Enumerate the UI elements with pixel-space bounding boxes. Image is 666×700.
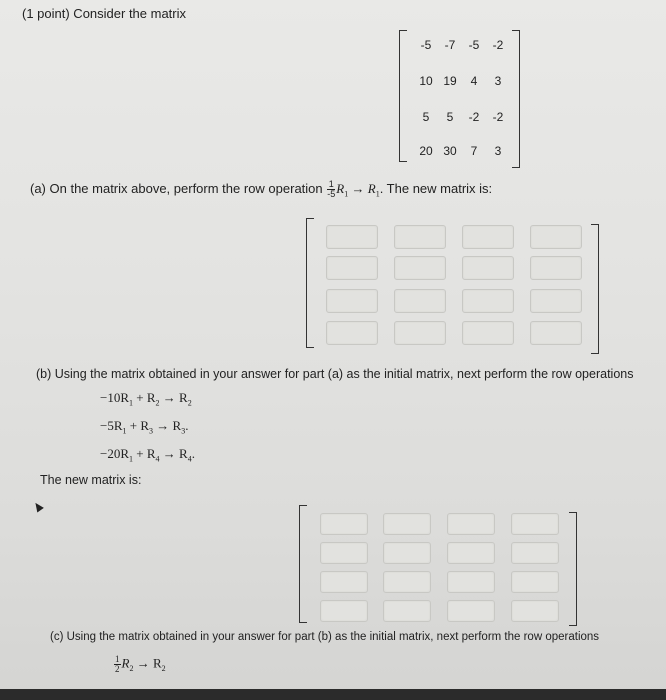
row-symbol: R bbox=[121, 655, 130, 671]
answer-input[interactable] bbox=[511, 513, 559, 535]
op-end: . bbox=[191, 446, 195, 461]
answer-input[interactable] bbox=[462, 289, 514, 313]
row-index: 4 bbox=[187, 454, 192, 464]
answer-input[interactable] bbox=[530, 289, 582, 313]
matrix-row-1 bbox=[414, 38, 510, 52]
matrix-cell: 20 bbox=[419, 144, 433, 158]
answer-input[interactable] bbox=[511, 571, 559, 593]
row-symbol: R bbox=[367, 180, 376, 196]
answer-input[interactable] bbox=[462, 321, 514, 345]
fraction bbox=[327, 180, 335, 199]
answer-input[interactable] bbox=[326, 225, 378, 249]
op-plus: + R bbox=[133, 390, 156, 405]
matrix-row-2 bbox=[414, 74, 510, 88]
matrix-cell: 5 bbox=[446, 110, 454, 124]
answer-input[interactable] bbox=[320, 600, 368, 622]
op-coef: −5R bbox=[100, 418, 123, 433]
fraction-numerator: 1 bbox=[328, 179, 334, 189]
row-index: 2 bbox=[155, 398, 160, 408]
answer-input[interactable] bbox=[511, 542, 559, 564]
matrix-right-bracket bbox=[591, 224, 599, 354]
bottom-bar bbox=[0, 689, 666, 700]
matrix-cell: 10 bbox=[419, 74, 433, 88]
part-a-prefix: (a) On the matrix above, perform the row operation bbox=[30, 180, 323, 196]
answer-input[interactable] bbox=[320, 513, 368, 535]
answer-input[interactable] bbox=[447, 513, 495, 535]
row-operation-c bbox=[113, 655, 166, 674]
answer-input[interactable] bbox=[511, 600, 559, 622]
matrix-row-4 bbox=[414, 144, 510, 158]
answer-input[interactable] bbox=[394, 321, 446, 345]
answer-input[interactable] bbox=[326, 289, 378, 313]
op-plus: + R bbox=[126, 418, 150, 433]
answer-input[interactable] bbox=[447, 571, 495, 593]
matrix-cell: 7 bbox=[470, 144, 478, 158]
matrix-row-3 bbox=[414, 110, 510, 124]
answer-input[interactable] bbox=[530, 256, 582, 280]
answer-input[interactable] bbox=[462, 225, 514, 249]
answer-input[interactable] bbox=[320, 542, 368, 564]
op-plus: + R bbox=[133, 446, 156, 461]
answer-input[interactable] bbox=[326, 256, 378, 280]
matrix-cell: 3 bbox=[494, 74, 502, 88]
fraction bbox=[114, 655, 121, 674]
answer-input[interactable] bbox=[530, 321, 582, 345]
part-b-instruction: (b) Using the matrix obtained in your answer for part (a) as the initial matrix, next perform the row operations bbox=[36, 367, 634, 381]
row-index: 1 bbox=[122, 426, 127, 436]
matrix-left-bracket bbox=[306, 218, 314, 348]
matrix-cell: -2 bbox=[492, 38, 504, 52]
row-index: 1 bbox=[344, 189, 349, 199]
answer-input[interactable] bbox=[383, 571, 431, 593]
answer-input[interactable] bbox=[394, 256, 446, 280]
mouse-cursor-icon bbox=[32, 501, 44, 513]
row-index: 1 bbox=[129, 454, 134, 464]
part-c-instruction: (c) Using the matrix obtained in your answer for part (b) as the initial matrix, next perform the row operations bbox=[50, 631, 600, 643]
answer-input[interactable] bbox=[447, 542, 495, 564]
matrix-cell: -5 bbox=[420, 38, 432, 52]
row-index: 2 bbox=[161, 664, 166, 674]
row-index: 1 bbox=[129, 398, 134, 408]
answer-input[interactable] bbox=[383, 600, 431, 622]
row-operation-2 bbox=[100, 418, 188, 436]
answer-input[interactable] bbox=[326, 321, 378, 345]
row-index: 3 bbox=[181, 426, 186, 436]
matrix-cell: -7 bbox=[444, 38, 456, 52]
op-arrow: → R bbox=[133, 655, 162, 671]
matrix-right-bracket bbox=[569, 512, 577, 626]
part-a-suffix: . The new matrix is: bbox=[379, 180, 493, 196]
op-end: . bbox=[185, 418, 189, 433]
fraction-denominator: 2 bbox=[115, 664, 120, 674]
arrow-icon: → bbox=[351, 180, 365, 196]
op-coef: −20R bbox=[100, 446, 130, 461]
matrix-cell: 5 bbox=[422, 110, 430, 124]
matrix-cell: -2 bbox=[468, 110, 480, 124]
result-label: The new matrix is: bbox=[40, 473, 142, 487]
part-a-instruction bbox=[30, 180, 492, 199]
problem-title: (1 point) Consider the matrix bbox=[22, 6, 187, 21]
row-operation-1 bbox=[100, 390, 192, 408]
answer-input[interactable] bbox=[447, 600, 495, 622]
matrix-left-bracket bbox=[299, 505, 307, 623]
matrix-right-bracket bbox=[512, 30, 520, 168]
matrix-cell: 30 bbox=[443, 144, 457, 158]
matrix-cell: 19 bbox=[443, 74, 457, 88]
op-arrow: → R bbox=[159, 446, 188, 461]
answer-input[interactable] bbox=[383, 513, 431, 535]
row-index: 1 bbox=[375, 189, 380, 199]
matrix-cell: 3 bbox=[494, 144, 502, 158]
answer-input[interactable] bbox=[383, 542, 431, 564]
answer-input[interactable] bbox=[462, 256, 514, 280]
row-symbol: R bbox=[336, 180, 345, 196]
row-index: 2 bbox=[129, 664, 134, 674]
row-index: 3 bbox=[149, 426, 154, 436]
row-index: 4 bbox=[155, 454, 160, 464]
row-index: 2 bbox=[187, 398, 192, 408]
op-arrow: → R bbox=[159, 390, 188, 405]
answer-input[interactable] bbox=[320, 571, 368, 593]
matrix-left-bracket bbox=[399, 30, 407, 162]
op-arrow: → R bbox=[153, 418, 182, 433]
answer-input[interactable] bbox=[530, 225, 582, 249]
answer-input[interactable] bbox=[394, 225, 446, 249]
answer-input[interactable] bbox=[394, 289, 446, 313]
op-coef: −10R bbox=[100, 390, 130, 405]
fraction-numerator: 1 bbox=[115, 654, 120, 664]
matrix-cell: 4 bbox=[470, 74, 478, 88]
fraction-denominator: -5 bbox=[327, 189, 336, 199]
matrix-cell: -2 bbox=[492, 110, 504, 124]
row-operation-3 bbox=[100, 446, 195, 464]
matrix-cell: -5 bbox=[468, 38, 480, 52]
